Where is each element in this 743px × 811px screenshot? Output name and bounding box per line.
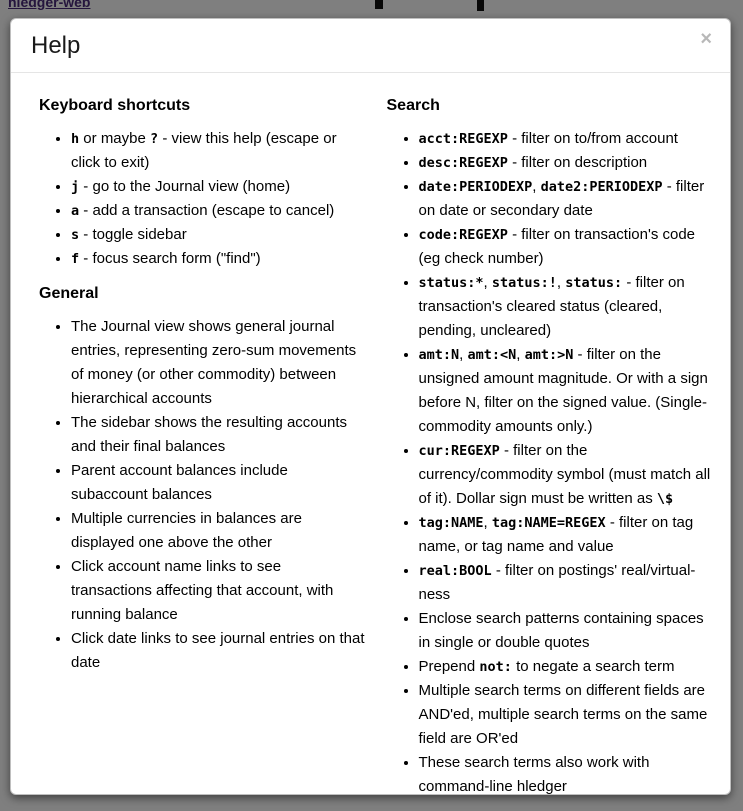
bullet-list bbox=[29, 127, 365, 271]
code-term: not: bbox=[479, 659, 512, 675]
modal-title: Help bbox=[31, 32, 81, 59]
code-term: desc:REGEXP bbox=[418, 155, 508, 171]
code-term: tag:NAME bbox=[418, 515, 484, 531]
list-item: • status:*, status:!, status: - filter on transaction's cleared status (cleared, pending, uncleared) bbox=[419, 271, 713, 343]
code-term: amt:>N bbox=[524, 347, 574, 363]
list-item: • j - go to the Journal view (home) bbox=[71, 175, 365, 199]
close-icon[interactable]: × bbox=[696, 27, 716, 51]
bullet-list bbox=[377, 127, 713, 795]
list-item: • Parent account balances include subaccount balances bbox=[71, 459, 365, 507]
code-term: h bbox=[71, 131, 80, 147]
list-item: • real:BOOL - filter on postings' real/virtual-ness bbox=[419, 559, 713, 607]
code-term: tag:NAME=REGEX bbox=[491, 515, 606, 531]
code-term: code:REGEXP bbox=[418, 227, 508, 243]
list-item: • desc:REGEXP - filter on description bbox=[419, 151, 713, 175]
code-term: status:* bbox=[418, 275, 484, 291]
code-term: status:! bbox=[491, 275, 557, 291]
list-item: • Click date links to see journal entries on that date bbox=[71, 627, 365, 675]
bullet-list bbox=[29, 315, 365, 675]
code-term: cur:REGEXP bbox=[418, 443, 500, 459]
section-heading: Search bbox=[386, 97, 440, 114]
modal-header bbox=[11, 19, 730, 73]
code-term: j bbox=[71, 179, 80, 195]
list-item: • date:PERIODEXP, date2:PERIODEXP - filter on date or secondary date bbox=[419, 175, 713, 223]
code-term: f bbox=[71, 251, 80, 267]
code-term: acct:REGEXP bbox=[418, 131, 508, 147]
list-item: • a - add a transaction (escape to cancel) bbox=[71, 199, 365, 223]
list-item: • Enclose search patterns containing spaces in single or double quotes bbox=[419, 607, 713, 655]
code-term: amt:<N bbox=[467, 347, 517, 363]
code-term: a bbox=[71, 203, 80, 219]
list-item: • tag:NAME, tag:NAME=REGEX - filter on tag name, or tag name and value bbox=[419, 511, 713, 559]
help-column-left bbox=[29, 87, 365, 795]
code-term: amt:N bbox=[418, 347, 460, 363]
help-column-right bbox=[377, 87, 713, 795]
list-item: • code:REGEXP - filter on transaction's code (eg check number) bbox=[419, 223, 713, 271]
list-item: • f - focus search form ("find") bbox=[71, 247, 365, 271]
section-heading: General bbox=[39, 285, 99, 302]
list-item: • Multiple currencies in balances are displayed one above the other bbox=[71, 507, 365, 555]
list-item: • The sidebar shows the resulting accounts and their final balances bbox=[71, 411, 365, 459]
list-item: • h or maybe ? - view this help (escape or click to exit) bbox=[71, 127, 365, 175]
code-term: date:PERIODEXP bbox=[418, 179, 533, 195]
code-term: \$ bbox=[656, 491, 674, 507]
list-item: • s - toggle sidebar bbox=[71, 223, 365, 247]
list-item: • Multiple search terms on different fields are AND'ed, multiple search terms on the same field are OR'ed bbox=[419, 679, 713, 751]
list-item: • cur:REGEXP - filter on the currency/commodity symbol (must match all of it). Dollar sign must be written as \$ bbox=[419, 439, 713, 511]
modal-body bbox=[11, 73, 730, 795]
list-item: • The Journal view shows general journal entries, representing zero-sum movements of money (or other commodity) between hierarchical accounts bbox=[71, 315, 365, 411]
code-term: date2:PERIODEXP bbox=[540, 179, 663, 195]
code-term: status: bbox=[565, 275, 623, 291]
list-item: • acct:REGEXP - filter on to/from account bbox=[419, 127, 713, 151]
code-term: real:BOOL bbox=[418, 563, 492, 579]
section-heading: Keyboard shortcuts bbox=[39, 97, 191, 114]
list-item: • Click account name links to see transactions affecting that account, with running balance bbox=[71, 555, 365, 627]
code-term: s bbox=[71, 227, 80, 243]
list-item: • amt:N, amt:<N, amt:>N - filter on the unsigned amount magnitude. Or with a sign before N, filter on the signed value. (Single-commodity amounts only.) bbox=[419, 343, 713, 439]
list-item: • These search terms also work with command-line hledger bbox=[419, 751, 713, 795]
code-term: ? bbox=[150, 131, 159, 147]
list-item: • Prepend not: to negate a search term bbox=[419, 655, 713, 679]
help-modal bbox=[10, 18, 731, 795]
